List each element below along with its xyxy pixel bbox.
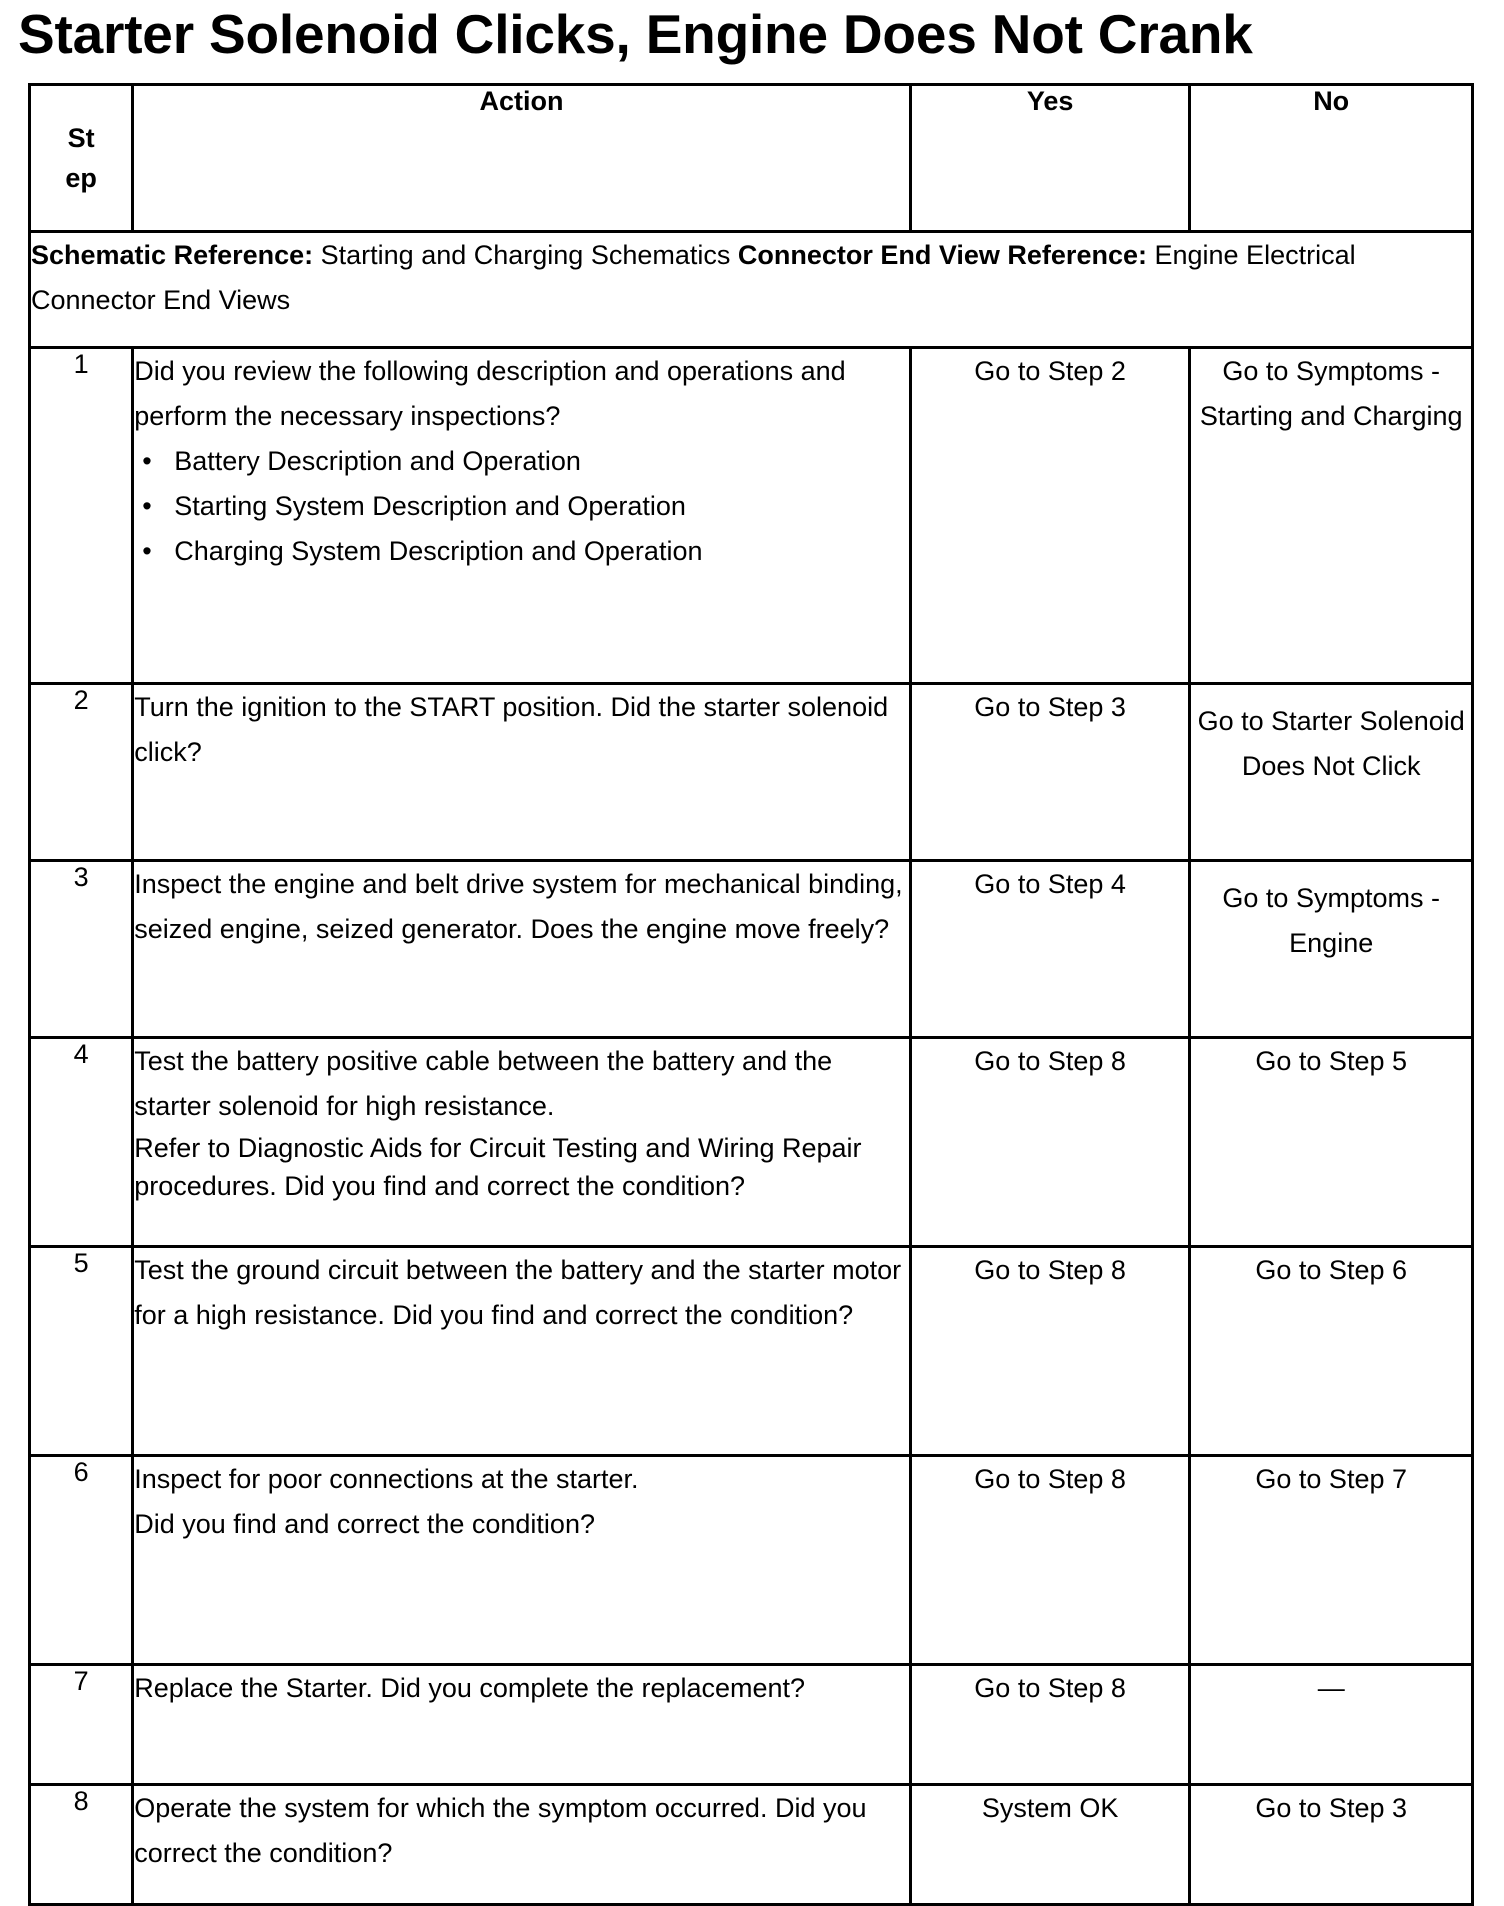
yes-cell: Go to Step 2 [910, 348, 1190, 684]
yes-cell: Go to Step 3 [910, 684, 1190, 861]
no-cell: Go to Symptoms - Starting and Charging [1190, 348, 1473, 684]
step-number: 4 [30, 1038, 133, 1247]
action-cell [133, 348, 911, 684]
no-cell: Go to Step 3 [1190, 1785, 1473, 1905]
yes-cell: Go to Step 8 [910, 1247, 1190, 1456]
action-cell [133, 1038, 911, 1247]
action-cell: Operate the system for which the symptom occurred. Did you correct the condition? [133, 1785, 911, 1905]
yes-cell: Go to Step 8 [910, 1038, 1190, 1247]
header-action: Action [133, 85, 911, 232]
connector-reference-text: Engine Electrical Connector End Views [31, 240, 1356, 315]
action-cell: Turn the ignition to the START position. Did the starter solenoid click? [133, 684, 911, 861]
no-cell: Go to Starter Solenoid Does Not Click [1190, 684, 1473, 861]
step-number: 8 [30, 1785, 133, 1905]
connector-reference-label: Connector End View Reference: [737, 240, 1147, 270]
header-no: No [1190, 85, 1473, 232]
table-row [30, 1247, 1473, 1456]
table-row [30, 348, 1473, 684]
action-text-2: Did you find and correct the condition? [134, 1509, 595, 1539]
diagnostic-table [28, 83, 1474, 1906]
header-row [30, 85, 1473, 232]
action-cell [133, 1456, 911, 1665]
step-number: 5 [30, 1247, 133, 1456]
no-cell: Go to Step 5 [1190, 1038, 1473, 1247]
no-cell: Go to Step 6 [1190, 1247, 1473, 1456]
header-step-line1: St [67, 123, 95, 153]
no-cell: Go to Symptoms - Engine [1190, 861, 1473, 1038]
list-item: • Starting System Description and Operation [134, 484, 909, 529]
table-row [30, 1665, 1473, 1785]
table-row [30, 861, 1473, 1038]
action-text: Test the battery positive cable between the battery and the starter solenoid for high resistance. [134, 1046, 833, 1121]
page-title: Starter Solenoid Clicks, Engine Does Not Crank [18, 3, 1253, 65]
yes-cell: Go to Step 8 [910, 1665, 1190, 1785]
step-number: 1 [30, 348, 133, 684]
action-cell: Test the ground circuit between the battery and the starter motor for a high resistance. Did you find and correct the condition? [133, 1247, 911, 1456]
step-number: 2 [30, 684, 133, 861]
header-step-line2: ep [65, 163, 97, 193]
schematic-reference-label: Schematic Reference: [31, 240, 314, 270]
table-row [30, 684, 1473, 861]
no-cell: — [1190, 1665, 1473, 1785]
step-number: 7 [30, 1665, 133, 1785]
no-cell: Go to Step 7 [1190, 1456, 1473, 1665]
list-item: • Charging System Description and Operation [134, 529, 909, 574]
table-row [30, 1456, 1473, 1665]
header-step [30, 85, 133, 232]
table-row [30, 1785, 1473, 1905]
bullet-list [134, 439, 909, 574]
yes-cell: System OK [910, 1785, 1190, 1905]
schematic-reference-row [30, 232, 1473, 348]
schematic-reference-text: Starting and Charging Schematics [313, 240, 738, 270]
list-item: • Battery Description and Operation [134, 439, 909, 484]
action-text-2: Refer to Diagnostic Aids for Circuit Testing and Wiring Repair procedures. Did you find and correct the condition? [134, 1133, 862, 1201]
action-cell: Replace the Starter. Did you complete the replacement? [133, 1665, 911, 1785]
action-cell: Inspect the engine and belt drive system for mechanical binding, seized engine, seized generator. Does the engine move freely? [133, 861, 911, 1038]
yes-cell: Go to Step 8 [910, 1456, 1190, 1665]
action-text: Did you review the following description and operations and perform the necessary inspections? [134, 356, 846, 431]
action-text: Inspect for poor connections at the starter. [134, 1464, 639, 1494]
schematic-reference [30, 232, 1473, 348]
step-number: 6 [30, 1456, 133, 1665]
table-row [30, 1038, 1473, 1247]
yes-cell: Go to Step 4 [910, 861, 1190, 1038]
step-number: 3 [30, 861, 133, 1038]
header-yes: Yes [910, 85, 1190, 232]
